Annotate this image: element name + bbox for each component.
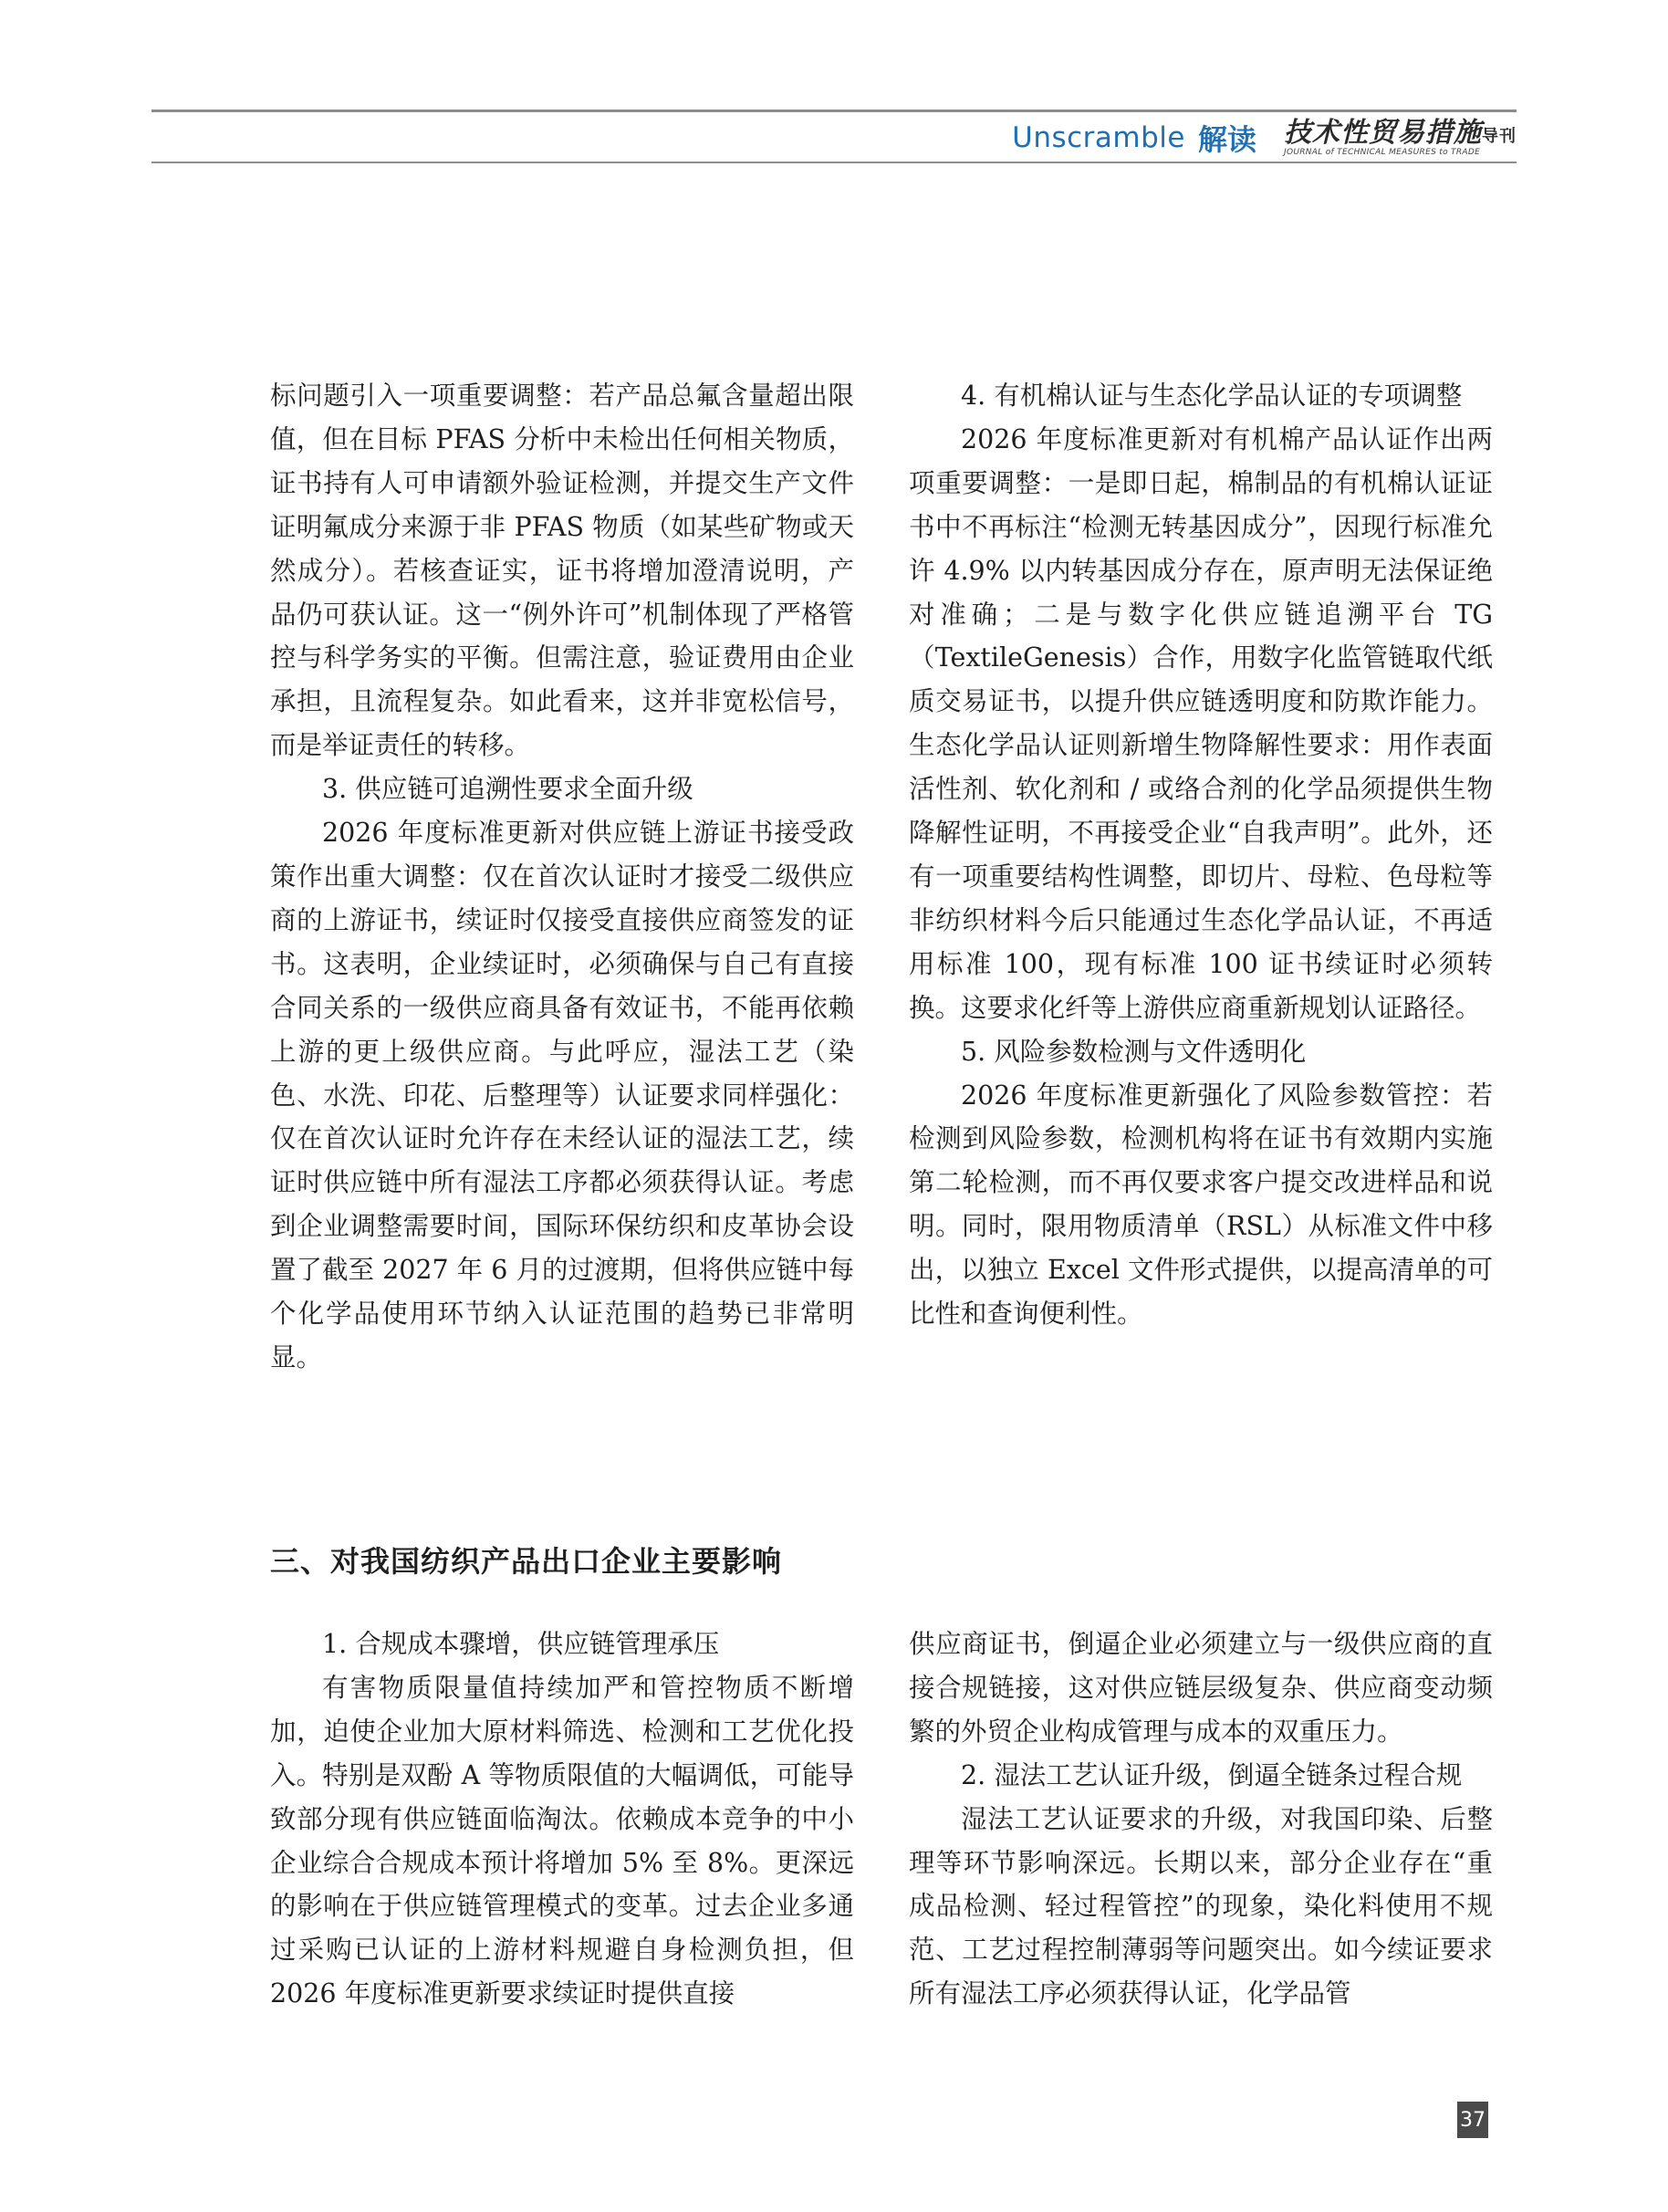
- paragraph: 有害物质限量值持续加严和管控物质不断增加，迫使企业加大原材料筛选、检测和工艺优化投入。特别是双酚 A 等物质限值的大幅调低，可能导致部分现有供应链面临淘汰。依赖成本竞争的中小企业综合合规成本预计将增加 5% 至 8%。更深远的影响在于供应链管理模式的变革。过去企业多通过采购已认证的上游材料规避自身检测负担，但 2026 年度标准更新要求续证时提供直接: [270, 1672, 854, 2009]
- subheading-4: 4. 有机棉认证与生态化学品认证的专项调整: [961, 381, 1463, 411]
- subheading-5: 5. 风险参数检测与文件透明化: [961, 1036, 1307, 1067]
- page-number: 37: [1457, 2102, 1488, 2138]
- subheading-2: 2. 湿法工艺认证升级，倒逼全链条过程合规: [961, 1759, 1463, 1790]
- lower-right-column: [909, 1622, 1493, 2016]
- paragraph: 供应商证书，倒逼企业必须建立与一级供应商的直接合规链接，这对供应链层级复杂、供应商变动频繁的外贸企业构成管理与成本的双重压力。: [909, 1629, 1493, 1747]
- upper-right-column: [909, 374, 1493, 1336]
- paragraph: 2026 年度标准更新强化了风险参数管控：若检测到风险参数，检测机构将在证书有效期内实施第二轮检测，而不再仅要求客户提交改进样品和说明。同时，限用物质清单（RSL）从标准文件中移出，以独立 Excel 文件形式提供，以提高清单的可比性和查询便利性。: [909, 1080, 1493, 1330]
- header-rule-bottom: [151, 162, 1517, 163]
- lower-left-column: [270, 1622, 854, 2016]
- journal-logo: [1284, 116, 1517, 157]
- header-rule-top: [151, 110, 1517, 112]
- paragraph: 标问题引入一项重要调整：若产品总氟含量超出限值，但在目标 PFAS 分析中未检出任何相关物质，证书持有人可申请额外验证检测，并提交生产文件证明氟成分来源于非 PFAS 物质（如某些矿物或天然成分）。若核查证实，证书将增加澄清说明，产品仍可获认证。这一“例外许可”机制体现了严格管控与科学务实的平衡。但需注意，验证费用由企业承担，且流程复杂。如此看来，这并非宽松信号，而是举证责任的转移。: [270, 381, 854, 761]
- upper-left-column: [270, 374, 854, 1380]
- journal-title-en: JOURNAL of TECHNICAL MEASURES to TRADE: [1284, 147, 1481, 157]
- paragraph: 湿法工艺认证要求的升级，对我国印染、后整理等环节影响深远。长期以来，部分企业存在“重成品检测、轻过程管控”的现象，染化料使用不规范、工艺过程控制薄弱等问题突出。如今续证要求所有湿法工序必须获得认证，化学品管: [909, 1803, 1493, 2009]
- section-heading: 三、对我国纺织产品出口企业主要影响: [270, 1544, 783, 1579]
- subheading-1: 1. 合规成本骤增，供应链管理承压: [322, 1629, 720, 1659]
- subheading-3: 3. 供应链可追溯性要求全面升级: [322, 774, 693, 805]
- paragraph: 2026 年度标准更新对有机棉产品认证作出两项重要调整：一是即日起，棉制品的有机棉认证证书中不再标注“检测无转基因成分”，因现行标准允许 4.9% 以内转基因成分存在，原声明无法保证绝对准确；二是与数字化供应链追溯平台 TG（TextileGenesis）合作，用数字化监管链取代纸质交易证书，以提升供应链透明度和防欺诈能力。生态化学品认证则新增生物降解性要求：用作表面活性剂、软化剂和 / 或络合剂的化学品须提供生物降解性证明，不再接受企业“自我声明”。此外，还有一项重要结构性调整，即切片、母粒、色母粒等非纺织材料今后只能通过生态化学品认证，不再适用标准 100，现有标准 100 证书续证时必须转换。这要求化纤等上游供应商重新规划认证路径。: [909, 423, 1493, 1023]
- section-label-en: Unscramble: [1012, 121, 1185, 154]
- running-header: [1012, 115, 1517, 161]
- paragraph: 2026 年度标准更新对供应链上游证书接受政策作出重大调整：仅在首次认证时才接受二级供应商的上游证书，续证时仅接受直接供应商签发的证书。这表明，企业续证时，必须确保与自己有直接合同关系的一级供应商具备有效证书，不能再依赖上游的更上级供应商。与此呼应，湿法工艺（染色、水洗、印花、后整理等）认证要求同样强化：仅在首次认证时允许存在未经认证的湿法工艺，续证时供应链中所有湿法工序都必须获得认证。考虑到企业调整需要时间，国际环保纺织和皮革协会设置了截至 2027 年 6 月的过渡期，但将供应链中每个化学品使用环节纳入认证范围的趋势已非常明显。: [270, 818, 854, 1372]
- section-label-cn: 解读: [1197, 122, 1256, 157]
- journal-title-cn: 技术性贸易措施导刊: [1284, 116, 1517, 149]
